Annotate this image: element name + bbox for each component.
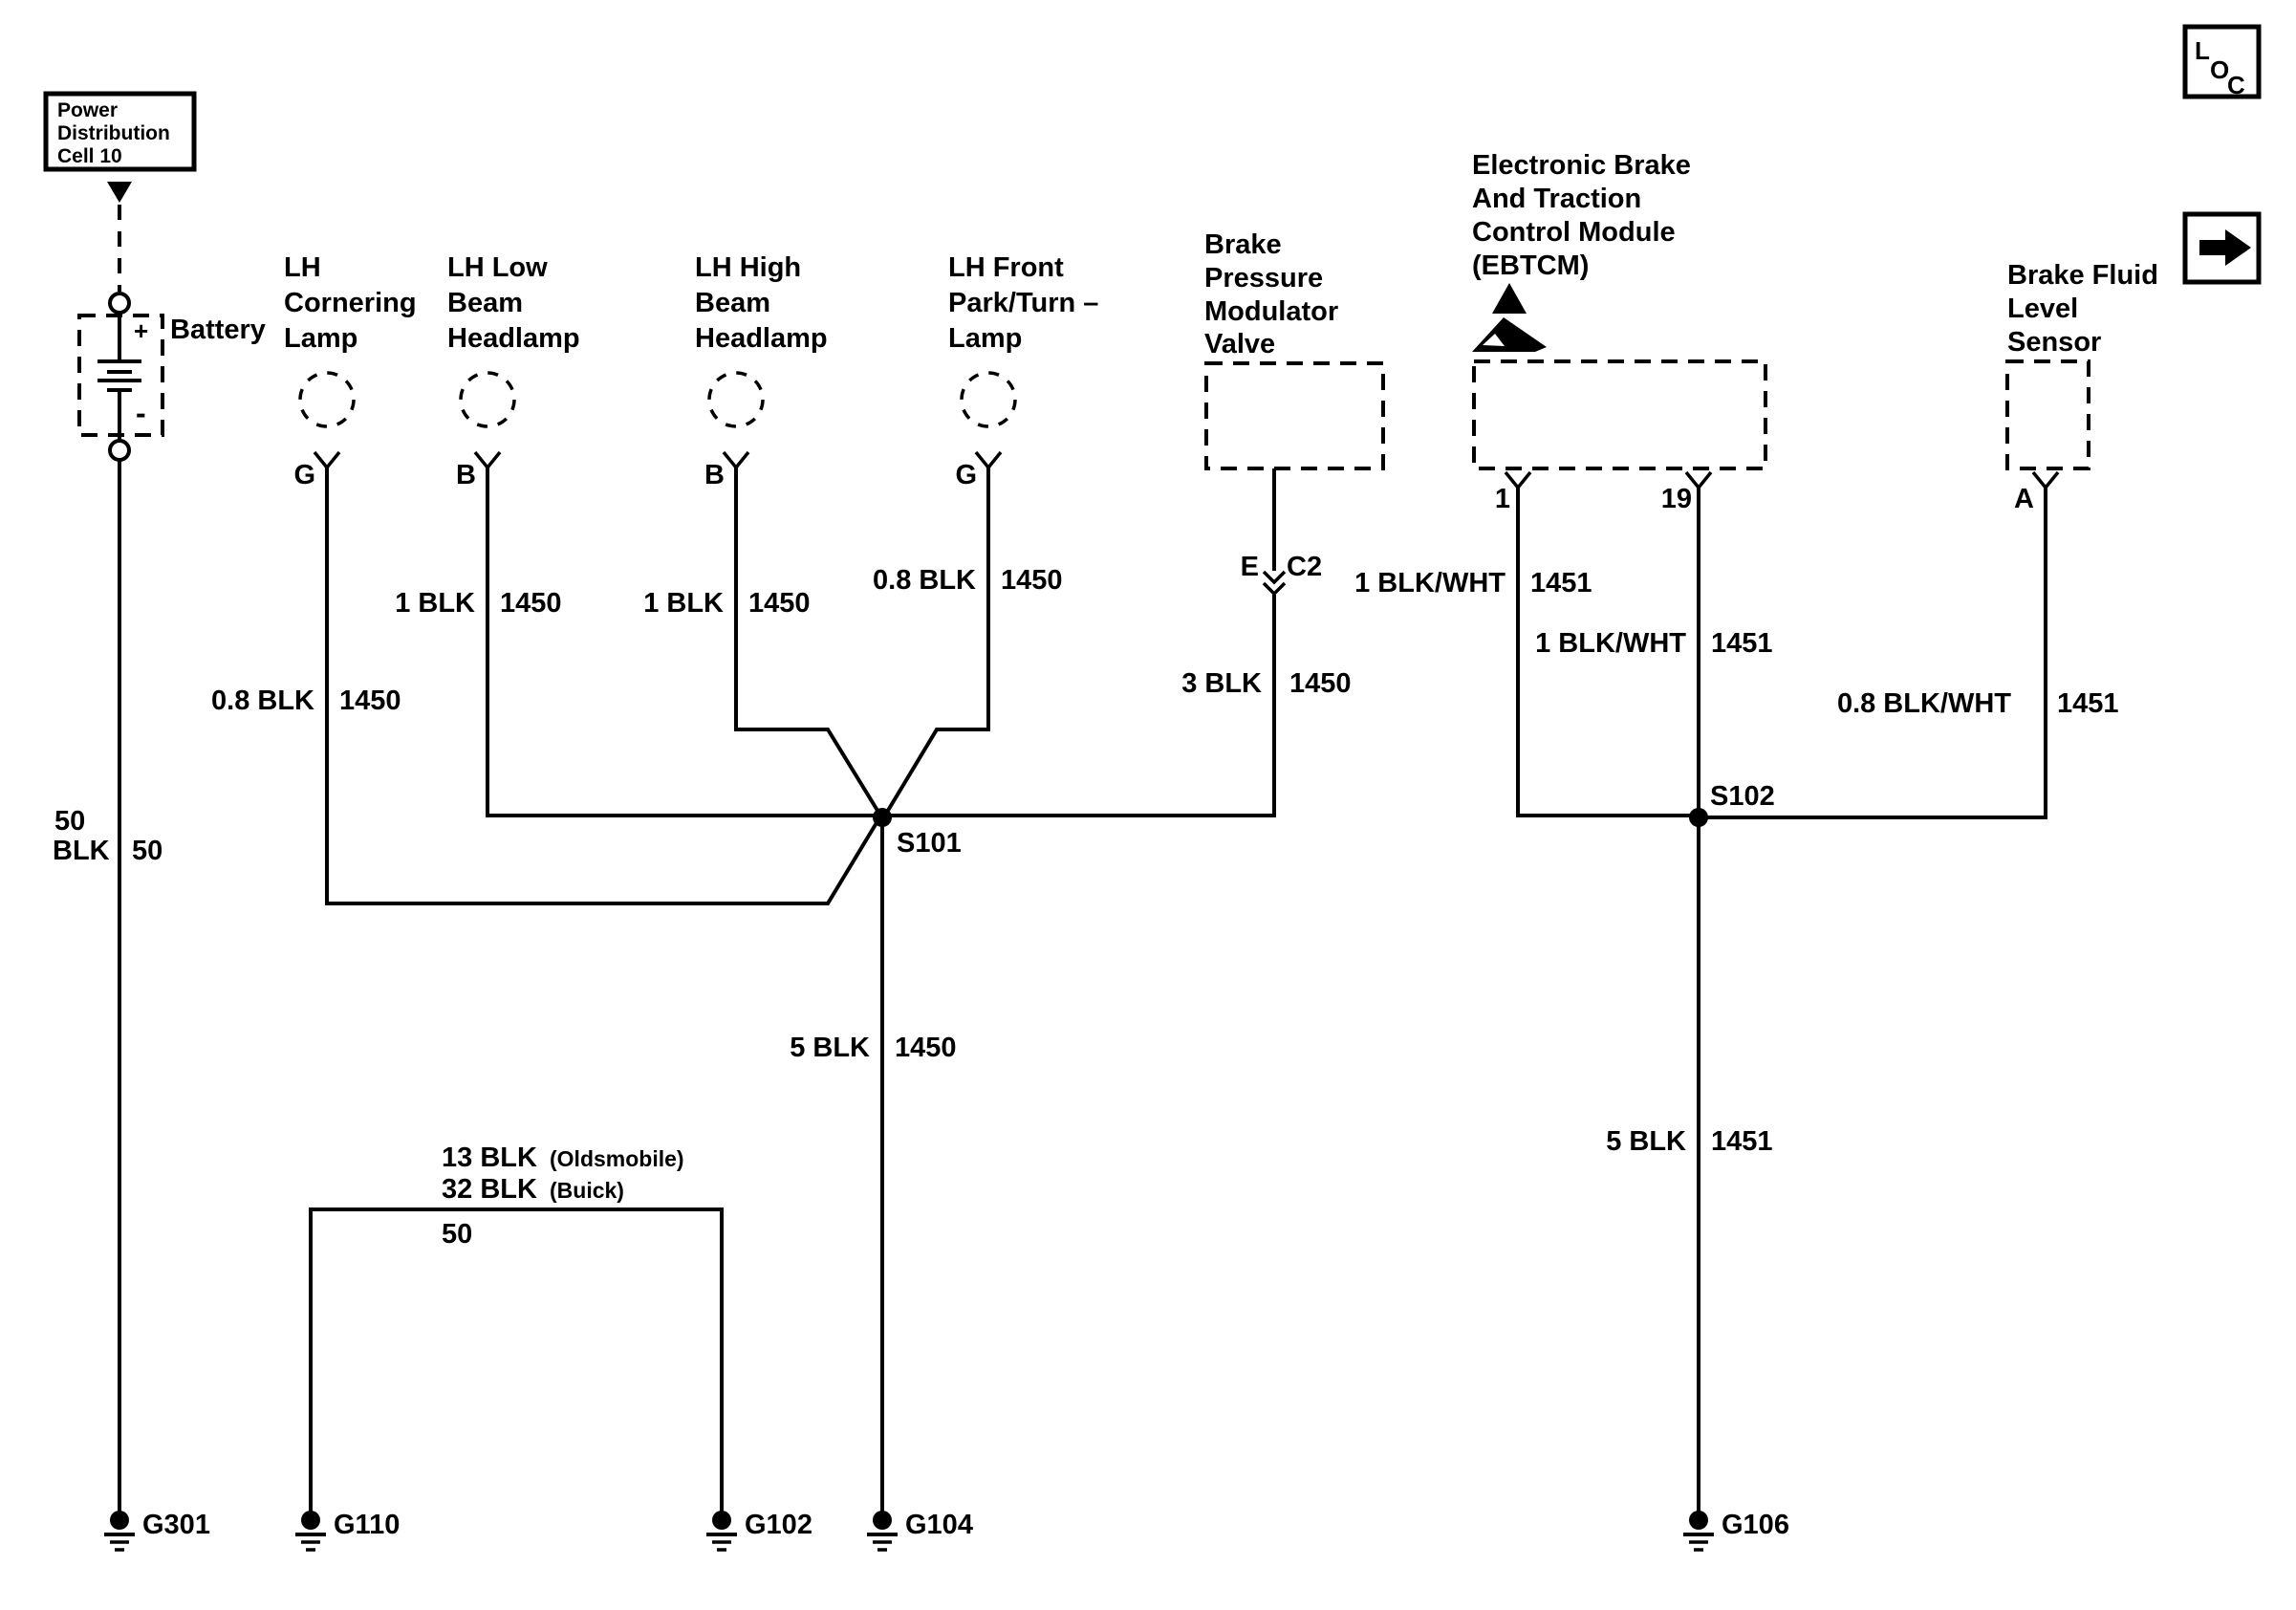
- battery-plus-sign: +: [134, 316, 149, 345]
- cornering-wire-circuit: 1450: [339, 685, 401, 716]
- ebtcm-label-2: And Traction: [1472, 184, 1642, 214]
- ground-g110: [295, 1510, 400, 1550]
- sensor-label-3: Sensor: [2007, 327, 2102, 358]
- lh-cornering-lamp: [284, 252, 417, 490]
- sensor-wire-circuit: 1451: [2057, 688, 2119, 719]
- loc-reference-icon: [2185, 27, 2259, 99]
- lowbeam-label-1: LH Low: [447, 252, 548, 283]
- bpmv-connector-id: C2: [1287, 552, 1323, 582]
- lowbeam-lamp-symbol: [461, 373, 514, 426]
- lh-low-beam-headlamp: [447, 252, 580, 490]
- lowbeam-label-3: Headlamp: [447, 323, 580, 354]
- parkturn-label-1: LH Front: [948, 252, 1064, 283]
- bpmv-inline-connector: [1241, 552, 1322, 594]
- s101-label: S101: [897, 828, 962, 859]
- battery-label: Battery: [170, 315, 266, 345]
- g301-dot: [110, 1511, 129, 1530]
- ebtcm-pin-1: 1: [1494, 484, 1510, 514]
- highbeam-pin: B: [704, 460, 725, 490]
- g301-label: G301: [142, 1510, 210, 1540]
- pdc-line-2: Distribution: [57, 122, 170, 144]
- cornering-label-2: Cornering: [284, 288, 417, 318]
- wire-label-bpmv: [1181, 668, 1351, 699]
- ebtcm-pin1-wire-circuit: 1451: [1530, 568, 1592, 598]
- highbeam-lamp-symbol: [709, 373, 763, 426]
- ebtcm-pin-19: 19: [1660, 484, 1692, 514]
- g110-dot: [301, 1511, 320, 1530]
- off-page-arrow-icon: [107, 182, 132, 203]
- cornering-lamp-symbol: [300, 373, 354, 426]
- highbeam-wire-circuit: 1450: [748, 588, 811, 619]
- wire-label-s102-down: [1606, 1126, 1772, 1157]
- battery-minus-sign: -: [136, 396, 146, 430]
- brake-pressure-modulator-valve: [1204, 229, 1383, 468]
- bpmv-label-1: Brake: [1204, 229, 1282, 260]
- splice-s102: [1689, 781, 1775, 827]
- loc-letter-o: O: [2210, 55, 2230, 84]
- g102-label: G102: [745, 1510, 812, 1540]
- lowbeam-connector-icon: [475, 452, 500, 468]
- lh-high-beam-headlamp: [695, 252, 828, 490]
- bridge-buick-note: (Buick): [550, 1178, 624, 1203]
- next-page-arrow-icon: [2185, 214, 2259, 282]
- highbeam-label-2: Beam: [695, 288, 770, 318]
- bpmv-connector-chevron-2: [1264, 583, 1285, 594]
- bridge-olds-size: 13 BLK: [442, 1142, 537, 1173]
- cornering-pin: G: [293, 460, 315, 490]
- lowbeam-wire-size: 1 BLK: [395, 588, 475, 619]
- wire-lowbeam-to-s101: [487, 468, 876, 816]
- battery-wire-color: BLK: [53, 836, 110, 866]
- g102-dot: [712, 1511, 731, 1530]
- ground-g301: [104, 1510, 210, 1550]
- bpmv-connector-chevron-1: [1264, 572, 1285, 582]
- s102-wire-circuit: 1451: [1711, 1126, 1773, 1157]
- parkturn-label-3: Lamp: [948, 323, 1023, 354]
- g106-label: G106: [1722, 1510, 1789, 1540]
- s101-wire-circuit: 1450: [895, 1033, 957, 1063]
- wire-label-bridge: [442, 1142, 684, 1250]
- cornering-connector-icon: [314, 452, 339, 468]
- ground-g102: [706, 1510, 812, 1550]
- pdc-line-3: Cell 10: [57, 145, 122, 167]
- parkturn-wire-circuit: 1450: [1001, 565, 1063, 596]
- wire-cornering-to-s101: [327, 468, 877, 903]
- cornering-label-1: LH: [284, 252, 321, 283]
- ebtcm-pin19-wire-circuit: 1451: [1711, 628, 1773, 659]
- bridge-olds-note: (Oldsmobile): [550, 1146, 684, 1171]
- battery-component: [79, 294, 266, 460]
- bridge-circuit: 50: [442, 1219, 473, 1250]
- highbeam-connector-icon: [724, 452, 748, 468]
- bpmv-label-2: Pressure: [1204, 263, 1324, 294]
- battery-wire-circuit: 50: [132, 836, 163, 866]
- wire-label-ebtcm-pin1: [1354, 568, 1592, 598]
- power-distribution-reference: [46, 94, 194, 292]
- sensor-label-1: Brake Fluid: [2007, 260, 2158, 291]
- ground-g106: [1683, 1510, 1789, 1550]
- g106-dot: [1689, 1511, 1708, 1530]
- parkturn-lamp-symbol: [962, 373, 1015, 426]
- ebtcm-pin19-wire-size: 1 BLK/WHT: [1535, 628, 1686, 659]
- bridge-buick-size: 32 BLK: [442, 1174, 537, 1205]
- wire-label-s101-down: [790, 1033, 956, 1063]
- cornering-wire-size: 0.8 BLK: [211, 685, 314, 716]
- g104-label: G104: [905, 1510, 973, 1540]
- cornering-label-3: Lamp: [284, 323, 358, 354]
- sensor-pin: A: [2014, 484, 2034, 514]
- battery-positive-terminal: [110, 294, 129, 313]
- arrow-head: [2225, 229, 2251, 266]
- ebtcm-module: [1472, 150, 1765, 514]
- wire-parkturn-to-s101: [886, 468, 988, 814]
- s102-label: S102: [1710, 781, 1775, 812]
- wire-bpmv-to-s101: [889, 595, 1274, 816]
- lowbeam-wire-circuit: 1450: [500, 588, 562, 619]
- highbeam-label-3: Headlamp: [695, 323, 828, 354]
- loc-letter-l: L: [2195, 36, 2210, 65]
- s102-wire-size: 5 BLK: [1606, 1126, 1686, 1157]
- loc-letter-c: C: [2227, 71, 2245, 99]
- wire-highbeam-to-s101: [736, 468, 879, 814]
- s102-dot: [1689, 808, 1708, 827]
- wire-label-battery: [53, 806, 162, 866]
- wire-g110-g102-bridge: [311, 1209, 722, 1514]
- g104-dot: [873, 1511, 892, 1530]
- wire-label-highbeam: [643, 588, 810, 619]
- wire-label-lowbeam: [395, 588, 561, 619]
- ebtcm-pin1-wire-size: 1 BLK/WHT: [1354, 568, 1505, 598]
- wire-label-cornering: [211, 685, 401, 716]
- sensor-connector-icon: [2033, 472, 2058, 488]
- highbeam-label-1: LH High: [695, 252, 802, 283]
- highbeam-wire-size: 1 BLK: [643, 588, 724, 619]
- ebtcm-label-1: Electronic Brake: [1472, 150, 1691, 181]
- battery-wire-size: 50: [54, 806, 86, 837]
- wire-label-parkturn: [873, 565, 1063, 596]
- brake-fluid-level-sensor: [2007, 260, 2158, 514]
- bpmv-pin: E: [1240, 552, 1259, 582]
- parkturn-label-2: Park/Turn –: [948, 288, 1099, 318]
- s101-wire-size: 5 BLK: [790, 1033, 870, 1063]
- battery-negative-terminal: [110, 441, 129, 460]
- wire-label-ebtcm-pin19: [1535, 628, 1772, 659]
- sensor-dashed-box: [2007, 361, 2089, 468]
- bpmv-dashed-box: [1206, 363, 1383, 468]
- pdc-line-1: Power: [57, 99, 119, 121]
- parkturn-wire-size: 0.8 BLK: [873, 565, 976, 596]
- sensor-label-2: Level: [2007, 294, 2079, 324]
- esd-warning-icon: [1472, 283, 1547, 352]
- esd-triangle-small: [1492, 283, 1527, 314]
- ground-g104: [867, 1510, 973, 1550]
- wire-label-sensor: [1837, 688, 2119, 719]
- ebtcm-dashed-box: [1474, 361, 1765, 468]
- lh-front-park-turn-lamp: [948, 252, 1098, 490]
- lowbeam-pin: B: [456, 460, 476, 490]
- lowbeam-label-2: Beam: [447, 288, 523, 318]
- parkturn-pin: G: [955, 460, 977, 490]
- bpmv-label-3: Modulator: [1204, 296, 1339, 327]
- sensor-wire-size: 0.8 BLK/WHT: [1836, 688, 2011, 719]
- arrow-shaft: [2199, 240, 2225, 255]
- bpmv-wire-circuit: 1450: [1289, 668, 1352, 699]
- esd-triangle-large: [1472, 317, 1547, 352]
- bpmv-wire-size: 3 BLK: [1181, 668, 1262, 699]
- bpmv-label-4: Valve: [1204, 329, 1276, 359]
- parkturn-connector-icon: [976, 452, 1001, 468]
- ebtcm-label-3: Control Module: [1472, 217, 1676, 248]
- ebtcm-label-4: (EBTCM): [1472, 250, 1590, 281]
- g110-label: G110: [334, 1510, 401, 1540]
